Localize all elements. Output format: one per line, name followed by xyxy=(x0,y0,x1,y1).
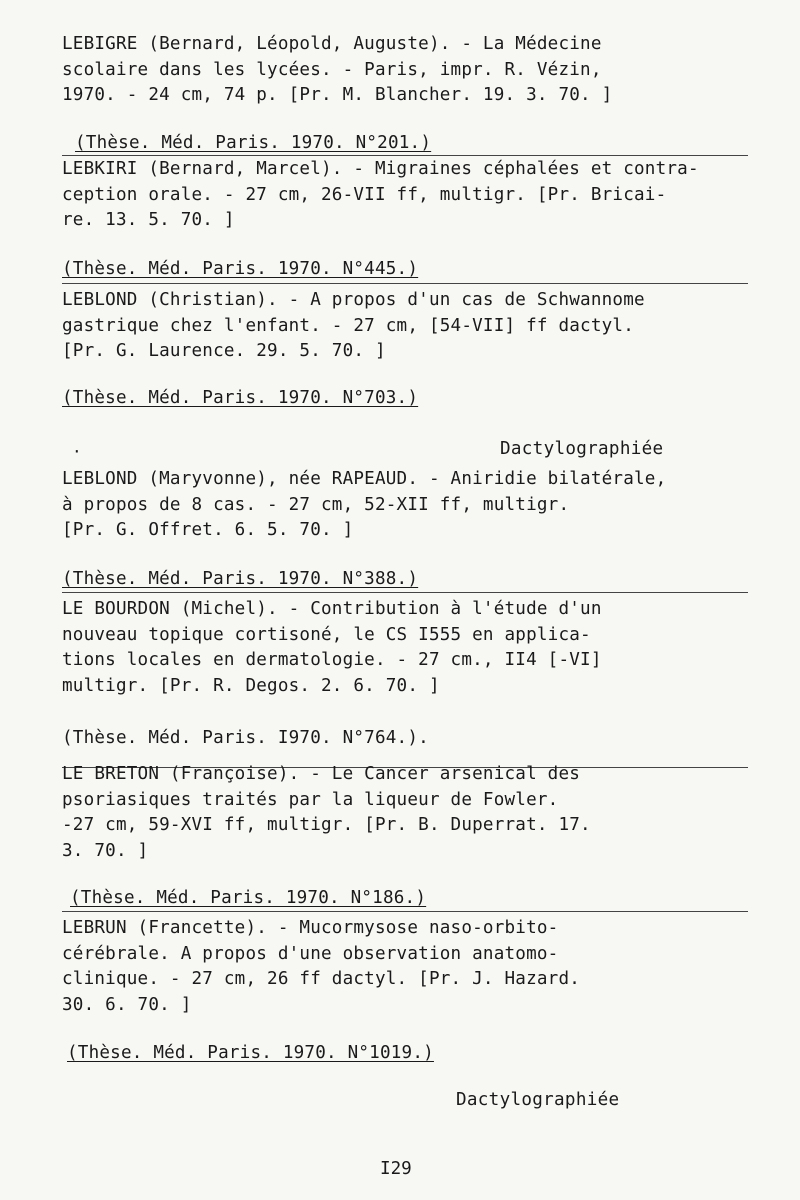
entry-divider xyxy=(62,155,748,156)
entry-divider xyxy=(62,592,748,593)
thesis-reference: (Thèse. Méd. Paris. 1970. N°703.) xyxy=(62,388,419,408)
entry-lebrun xyxy=(62,916,742,1018)
entry-line: LEBRUN (Francette). - Mucormysose naso-orbito- xyxy=(62,918,559,938)
entry-line: nouveau topique cortisoné, le CS I555 en applica- xyxy=(62,624,591,645)
thesis-reference: (Thèse. Méd. Paris. 1970. N°388.) xyxy=(62,569,419,589)
entry-le-bourdon xyxy=(62,597,742,699)
entry-lebigre xyxy=(62,32,742,109)
entry-leblond-christian xyxy=(62,288,742,365)
entry-line: [Pr. G. Laurence. 29. 5. 70. ] xyxy=(62,341,386,361)
entry-le-breton xyxy=(62,762,742,864)
entry-leblond-maryvonne xyxy=(62,467,742,544)
thesis-reference: (Thèse. Méd. Paris. I970. N°764.). xyxy=(62,728,429,748)
entry-line: 3. 70. ] xyxy=(62,840,149,861)
entry-line: tions locales en dermatologie. - 27 cm., II4 [-VI] xyxy=(62,650,602,670)
entry-line: à propos de 8 cas. - 27 cm, 52-XII ff, multigr. xyxy=(62,494,570,515)
entry-line: ception orale. - 27 cm, 26-VII ff, multigr. [Pr. Bricai- xyxy=(62,184,667,205)
entry-line: cérébrale. A propos d'une observation anatomo- xyxy=(62,943,559,964)
page-number: I29 xyxy=(380,1159,412,1179)
typed-note: Dactylographiée xyxy=(456,1090,620,1110)
thesis-reference: (Thèse. Méd. Paris. 1970. N°201.) xyxy=(75,133,432,153)
typed-note: Dactylographiée xyxy=(500,439,664,459)
entry-line: LEBKIRI (Bernard, Marcel). - Migraines céphalées et contra- xyxy=(62,159,699,179)
entry-lebkiri xyxy=(62,157,742,234)
entry-line: 30. 6. 70. ] xyxy=(62,994,192,1015)
entry-divider xyxy=(62,283,748,284)
entry-line: LEBLOND (Maryvonne), née RAPEAUD. - Aniridie bilatérale, xyxy=(62,469,667,489)
entry-divider xyxy=(62,911,748,912)
entry-line: -27 cm, 59-XVI ff, multigr. [Pr. B. Duperrat. 17. xyxy=(62,815,591,835)
entry-line: re. 13. 5. 70. ] xyxy=(62,210,235,230)
entry-line: LE BOURDON (Michel). - Contribution à l'étude d'un xyxy=(62,599,602,619)
entry-line: clinique. - 27 cm, 26 ff dactyl. [Pr. J. Hazard. xyxy=(62,969,581,989)
entry-line: LEBIGRE (Bernard, Léopold, Auguste). - La Médecine xyxy=(62,34,602,54)
entry-line: psoriasiques traités par la liqueur de Fowler. xyxy=(62,789,559,810)
ink-dot: · xyxy=(72,442,82,461)
thesis-reference: (Thèse. Méd. Paris. 1970. N°1019.) xyxy=(67,1043,434,1063)
entry-line: multigr. [Pr. R. Degos. 2. 6. 70. ] xyxy=(62,675,440,696)
entry-line: 1970. - 24 cm, 74 p. [Pr. M. Blancher. 19. 3. 70. ] xyxy=(62,85,613,105)
thesis-reference: (Thèse. Méd. Paris. 1970. N°186.) xyxy=(70,888,427,908)
entry-line: LEBLOND (Christian). - A propos d'un cas de Schwannome xyxy=(62,290,645,310)
thesis-reference: (Thèse. Méd. Paris. 1970. N°445.) xyxy=(62,259,419,279)
entry-line: LE BRETON (Françoise). - Le Cancer arsenical des xyxy=(62,764,581,784)
entry-line: scolaire dans les lycées. - Paris, impr. R. Vézin, xyxy=(62,59,602,80)
entry-line: gastrique chez l'enfant. - 27 cm, [54-VII] ff dactyl. xyxy=(62,315,634,336)
entry-line: [Pr. G. Offret. 6. 5. 70. ] xyxy=(62,520,354,540)
